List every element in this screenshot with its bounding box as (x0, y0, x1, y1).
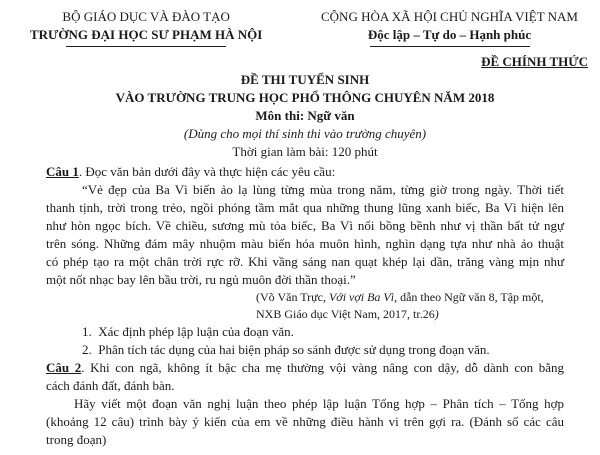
citation-2 (46, 306, 564, 323)
note: (Dùng cho mọi thí sinh thi vào trường chuyên) (183, 126, 427, 141)
task-line: Hãy viết một đoạn văn nghị luận theo phép lập luận Tổng hợp – Phân tích – Tổng hợp (74, 396, 564, 411)
question-1-text: . Đọc văn bản dưới đây và thực hiện các yêu cầu: (78, 164, 336, 179)
item-number: 2. (82, 342, 92, 357)
quote-line: một nốt nhạc bay lên bầu trời, ru ngủ muôn đời thần thoại.” (46, 272, 356, 287)
quote-line: trên sóng. Những đám mây nhuộm màu biến hóa muôn hình, nghìn dạng tựa như nhà ảo thuật (46, 236, 564, 251)
official-badge: ĐỀ CHÍNH THỨC (481, 54, 588, 69)
question-1-intro (46, 163, 564, 181)
task-line: trong đoạn) (46, 432, 107, 447)
citation-close: ) (434, 307, 439, 321)
university: TRƯỜNG ĐẠI HỌC SƯ PHẠM HÀ NỘI (30, 27, 263, 42)
quote-line: có phép tạo ra một chân trời rực rỡ. Khi vầng sáng nan quạt khép lại dần, trăng vàng mịn như (46, 254, 564, 269)
question-2-label: Câu 2 (46, 360, 82, 375)
motto-underline (370, 46, 530, 47)
question-2-line: cách đánh đất, đánh bàn. (46, 378, 175, 393)
republic: CỘNG HÒA XÃ HỘI CHỦ NGHĨA VIỆT NAM (321, 9, 578, 24)
header (30, 8, 578, 47)
citation-source: , dẫn theo Ngữ văn 8, Tập một, (394, 290, 544, 304)
subject: Môn thi: Ngữ văn (255, 108, 355, 123)
motto: Độc lập – Tự do – Hạnh phúc (367, 27, 532, 42)
list-item (46, 341, 564, 359)
exam-title: ĐỀ THI TUYỂN SINH (240, 72, 370, 87)
university-underline (66, 46, 226, 47)
quote-line: như hòn ngọc bích. Về chiều, sương mù tỏa biếc, Ba Vì nổi bồng bềnh như vị thần bất tử ngự (46, 218, 564, 233)
item-number: 1. (82, 324, 92, 339)
citation-work: Với vợi Ba Vì (328, 290, 395, 304)
ministry: BỘ GIÁO DỤC VÀ ĐÀO TẠO (62, 9, 230, 24)
quote-line: thanh tịnh, trời trong trẻo, ngồi phóng tầm mắt qua những thung lũng xanh biếc, Ba Vì hiện lên (46, 200, 564, 215)
citation (46, 289, 564, 306)
header-right (321, 8, 578, 47)
header-left (30, 8, 262, 47)
task-line: (khoảng 12 câu) trình bày ý kiến của em về những điều hành vi trên gợi ra. (Đánh số các câu (46, 414, 564, 429)
list-item (46, 323, 564, 341)
exam-title-2: VÀO TRƯỜNG TRUNG HỌC PHỔ THÔNG CHUYÊN NĂM 2018 (115, 90, 495, 105)
item-text: Phân tích tác dụng của hai biện pháp so sánh được sử dụng trong đoạn văn. (98, 342, 490, 357)
item-text: Xác định phép lập luận của đoạn văn. (98, 324, 294, 339)
time-limit: Thời gian làm bài: 120 phút (232, 144, 378, 159)
question-1-label: Câu 1 (46, 164, 79, 179)
question-2-line (46, 359, 564, 377)
question-2-text: . Khi con ngã, không ít bậc cha mẹ thường vội vàng nâng con dậy, dỗ dành con bằng (81, 360, 564, 375)
citation-publisher: NXB Giáo dục Việt Nam, 2017, tr.26 (256, 307, 435, 321)
quote-line: “Vẻ đẹp của Ba Vì biến ảo lạ lùng từng mùa trong năm, từng giờ trong ngày. Thời tiết (82, 182, 564, 197)
citation-author: (Võ Văn Trực, (256, 290, 329, 304)
